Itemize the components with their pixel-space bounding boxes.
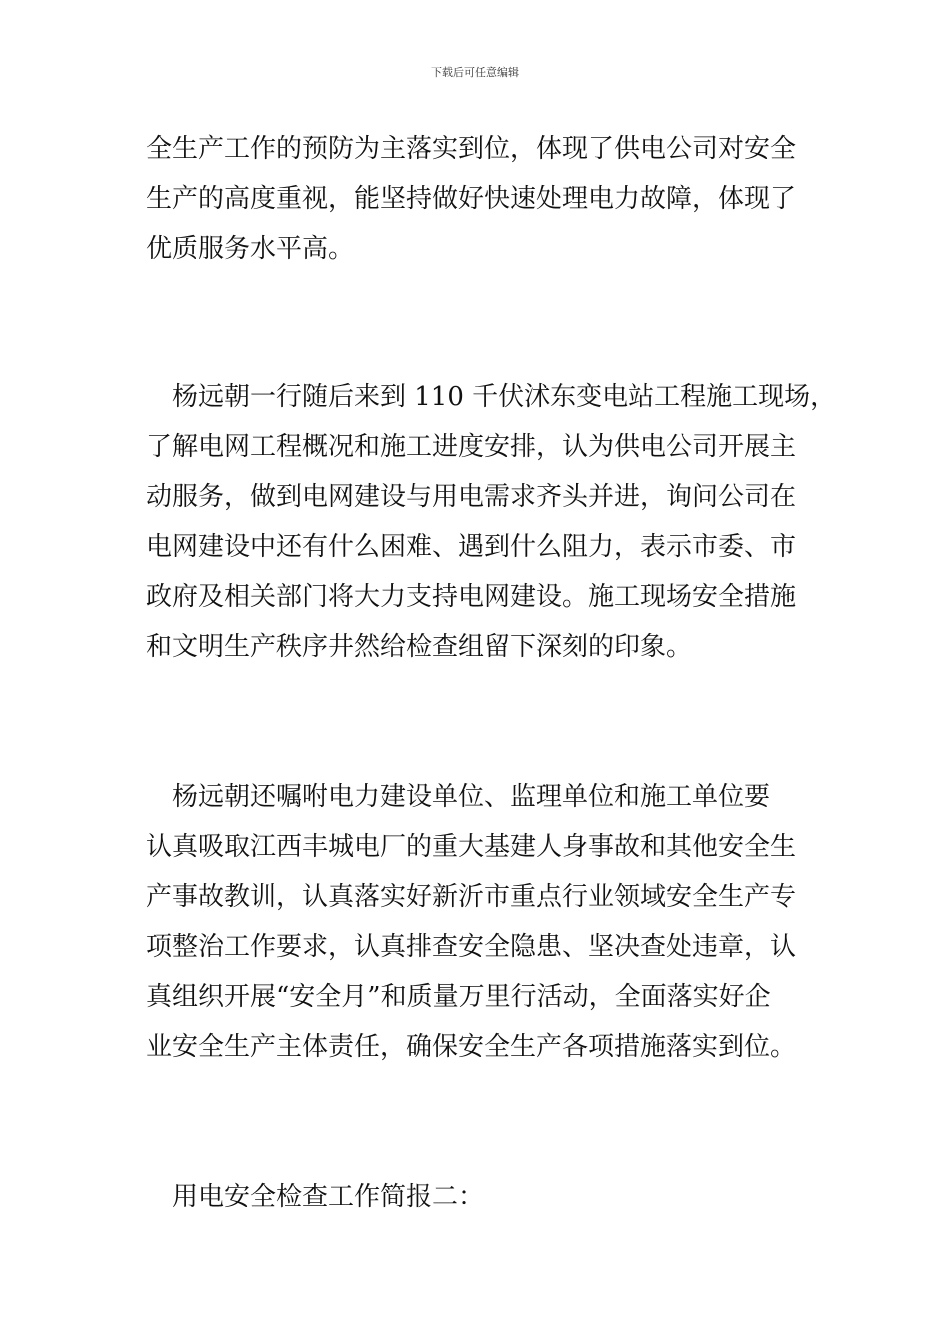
text-line: 杨远朝还嘱咐电力建设单位、监理单位和施工单位要 — [146, 782, 771, 812]
paragraph-continuation — [146, 124, 816, 274]
paragraph-instructions — [146, 772, 816, 1072]
text-line: 政府及相关部门将大力支持电网建设。施工现场安全措施 — [146, 582, 797, 612]
paragraph-site-visit — [146, 372, 837, 672]
text-line: 电网建设中还有什么困难、遇到什么阻力，表示市委、市 — [146, 532, 797, 562]
text-line: 业安全生产主体责任，确保安全生产各项措施落实到位。 — [146, 1032, 797, 1062]
text-line: 产事故教训，认真落实好新沂市重点行业领域安全生产专 — [146, 882, 797, 912]
text-line: 动服务，做到电网建设与用电需求齐头并进，询问公司在 — [146, 482, 797, 512]
text-line: 优质服务水平高。 — [146, 234, 355, 264]
text-line: 了解电网工程概况和施工进度安排，认为供电公司开展主 — [146, 432, 797, 462]
text-line: 生产的高度重视，能坚持做好快速处理电力故障，体现了 — [146, 184, 797, 214]
section-heading — [146, 1172, 816, 1222]
text-line: 项整治工作要求，认真排查安全隐患、坚决查处违章，认 — [146, 932, 797, 962]
text-line: 杨远朝一行随后来到 110 千伏沭东变电站工程施工现场， — [146, 382, 837, 412]
text-line: 真组织开展“安全月”和质量万里行活动，全面落实好企 — [146, 982, 771, 1012]
text-line: 用电安全检查工作简报二： — [146, 1182, 485, 1212]
text-line: 认真吸取江西丰城电厂的重大基建人身事故和其他安全生 — [146, 832, 797, 862]
page-header: 下载后可任意编辑 — [431, 66, 519, 79]
text-line: 和文明生产秩序井然给检查组留下深刻的印象。 — [146, 632, 693, 662]
text-line: 全生产工作的预防为主落实到位，体现了供电公司对安全 — [146, 134, 797, 164]
